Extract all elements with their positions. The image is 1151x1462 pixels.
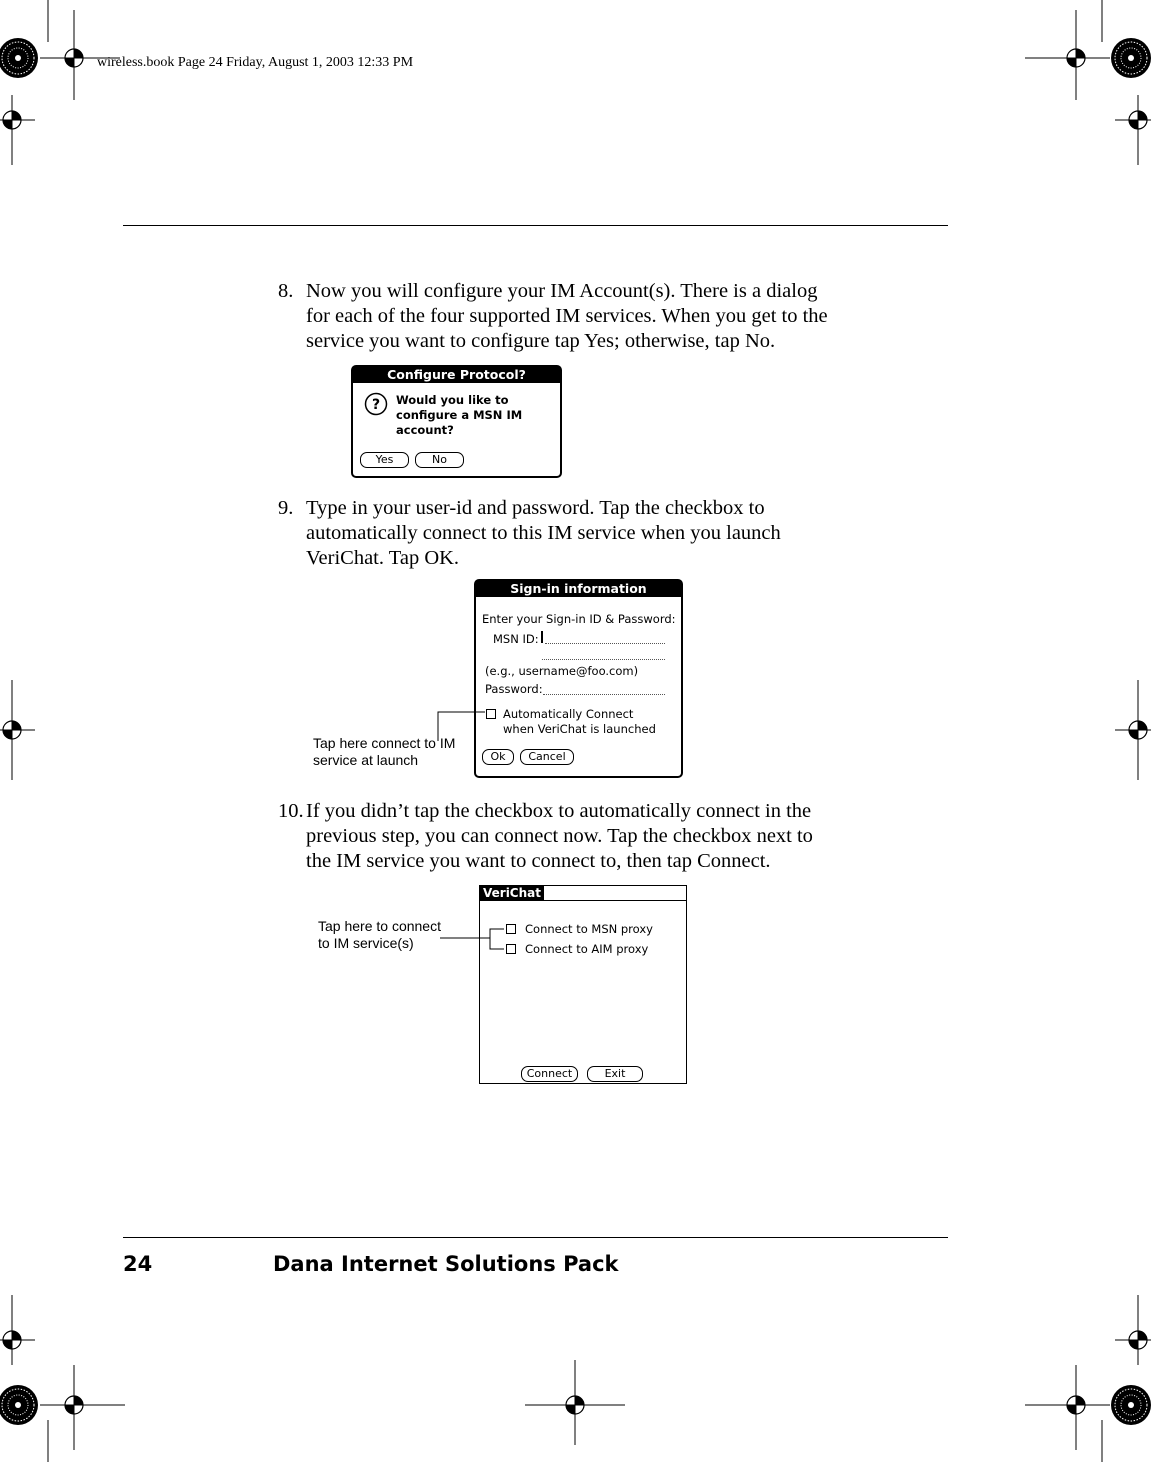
registration-mark-top-right [1025, 10, 1110, 100]
ok-button[interactable]: Ok [482, 749, 514, 765]
step-10 [278, 799, 898, 874]
msn-proxy-label: Connect to MSN proxy [525, 922, 653, 936]
top-rule [123, 225, 948, 226]
book-title: Dana Internet Solutions Pack [273, 1252, 619, 1276]
star-target-top-left [0, 38, 38, 78]
verichat-callout [318, 918, 441, 952]
password-field[interactable] [543, 694, 665, 695]
step-number: 10. [278, 800, 304, 822]
registration-mark-right-upper [1115, 95, 1151, 165]
connect-button[interactable]: Connect [521, 1066, 578, 1082]
registration-mark-left-middle [0, 680, 35, 780]
star-target-top-right [1111, 38, 1151, 78]
msn-id-field-line2[interactable] [542, 659, 665, 660]
message-line: account? [396, 423, 454, 437]
step-text-line: automatically connect to this IM service when you launch [306, 522, 781, 544]
callout-bracket [440, 920, 510, 960]
dialog-title: Sign-in information [476, 581, 681, 597]
step-8 [278, 279, 898, 354]
callout-line: Tap here to connect [318, 918, 441, 934]
auto-connect-label [503, 707, 656, 737]
registration-mark-right-lower [1115, 1295, 1151, 1365]
password-label: Password: [485, 682, 543, 696]
aim-proxy-label: Connect to AIM proxy [525, 942, 649, 956]
star-target-bottom-left [0, 1385, 38, 1425]
print-header-stamp: wireless.book Page 24 Friday, August 1, 2003 12:33 PM [97, 55, 414, 70]
auto-connect-line: Automatically Connect [503, 707, 634, 721]
message-line: Would you like to [396, 393, 509, 407]
page-number: 24 [123, 1252, 153, 1276]
step-text-line: If you didn’t tap the checkbox to automatically connect in the [306, 800, 812, 822]
bottom-rule [123, 1237, 948, 1238]
step-text-line: VeriChat. Tap OK. [306, 547, 460, 569]
dialog-title: Configure Protocol? [353, 367, 560, 383]
auto-connect-line: when VeriChat is launched [503, 722, 656, 736]
step-text-line: service you want to configure tap Yes; otherwise, tap No. [306, 330, 776, 352]
step-text-line: the IM service you want to connect to, then tap Connect. [306, 850, 771, 872]
exit-button[interactable]: Exit [587, 1066, 643, 1082]
step-9 [278, 496, 898, 571]
signin-callout [313, 735, 455, 769]
step-text-line: for each of the four supported IM services. When you get to the [306, 305, 828, 327]
callout-line: service at launch [313, 752, 419, 768]
registration-mark-left-lower [0, 1295, 35, 1365]
yes-button[interactable]: Yes [360, 452, 409, 468]
signin-dialog [474, 579, 683, 778]
msn-id-field[interactable] [545, 643, 665, 644]
step-text-line: Now you will configure your IM Account(s). There is a dialog [306, 280, 818, 302]
question-icon [364, 392, 388, 416]
step-number: 9. [278, 497, 294, 519]
signin-prompt: Enter your Sign-in ID & Password: [482, 612, 676, 626]
msn-id-label: MSN ID: [493, 632, 539, 646]
example-hint: (e.g., username@foo.com) [485, 664, 639, 678]
message-line: configure a MSN IM [396, 408, 523, 422]
callout-line: to IM service(s) [318, 935, 414, 951]
registration-mark-bottom-center [525, 1360, 625, 1445]
verichat-title: VeriChat [480, 886, 544, 900]
registration-mark-bottom-left [40, 1365, 125, 1450]
text-cursor [541, 631, 543, 643]
verichat-screen [479, 885, 687, 1084]
dialog-message [396, 393, 522, 438]
configure-protocol-dialog [351, 365, 562, 478]
step-text-line: previous step, you can connect now. Tap the checkbox next to [306, 825, 813, 847]
star-target-bottom-right [1111, 1385, 1151, 1425]
registration-mark-right-middle [1115, 680, 1151, 780]
title-underline [480, 900, 686, 901]
callout-line: Tap here connect to IM [313, 735, 456, 751]
registration-mark-left-upper [0, 95, 35, 165]
step-text-line: Type in your user-id and password. Tap the checkbox to [306, 497, 765, 519]
registration-mark-bottom-right [1025, 1365, 1110, 1450]
cancel-button[interactable]: Cancel [520, 749, 574, 765]
step-number: 8. [278, 280, 294, 302]
no-button[interactable]: No [415, 452, 464, 468]
svg-text:?: ? [371, 397, 381, 413]
